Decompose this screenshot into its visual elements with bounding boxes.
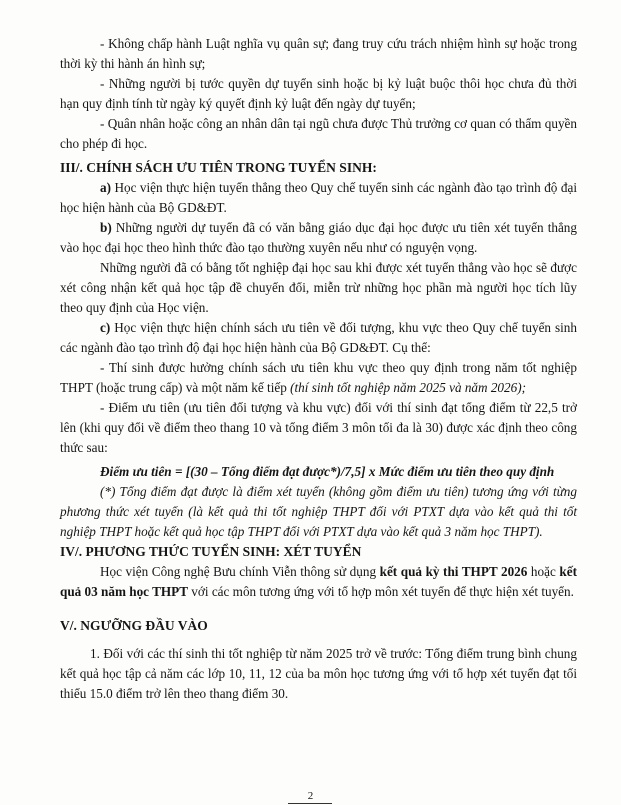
section-4-text-part2: hoặc [527,564,560,579]
section-3-item-a [60,178,577,218]
priority-formula: Điểm ưu tiên = [(30 – Tổng điểm đạt được*)/7,5] x Mức điểm ưu tiên theo quy định [100,464,555,479]
bullet-1-italic: (thí sinh tốt nghiệp năm 2025 và năm 2026); [290,380,526,395]
item-c-label: c) [100,320,111,335]
section-5-item-1: 1. Đối với các thí sinh thi tốt nghiệp từ năm 2025 trở về trước: Tổng điểm trung bình chung kết quả học tập cả năm các lớp 10, 11, 12 của ba môn học tương ứng với tổ hợp xét tuyển đạt tối thiểu 15.0 điểm trở lên theo thang điểm 30. [60,646,577,701]
section-4-text-part1: Học viện Công nghệ Bưu chính Viễn thông sử dụng [100,564,380,579]
condition-disciplined: - Những người bị tước quyền dự tuyển sinh hoặc bị kỷ luật buộc thôi học chưa đủ thời hạn quy định tính từ ngày ký quyết định kỷ luật đến ngày dự tuyển; [60,76,577,111]
section-4-bold-2: kết quả 03 năm học THPT [60,564,577,599]
section-3-bullet-1 [60,358,577,398]
section-4-text-part3: với các môn tương ứng với tổ hợp môn xét tuyển để thực hiện xét tuyển. [188,584,574,599]
section-4-bold-1: kết quả kỳ thi THPT 2026 [379,564,528,579]
item-a-label: a) [100,180,111,195]
section-3-heading: III/. CHÍNH SÁCH ƯU TIÊN TRONG TUYỂN SINH: [60,160,377,175]
section-3-item-b [60,218,577,258]
item-b-text: Những người dự tuyển đã có văn bằng giáo dục đại học được ưu tiên xét tuyển thẳng vào học đại học theo hình thức đào tạo thường xuyên nếu như có nguyện vọng. [60,220,577,255]
section-3-bullet-2: - Điểm ưu tiên (ưu tiên đối tượng và khu vực) đối với thí sinh đạt tổng điểm từ 22,5 trở lên (khi quy đổi về điểm theo thang 10 và tổng điểm 3 môn tối đa là 30) được xác định theo công thức sau: [60,400,577,455]
item-a-text: Học viện thực hiện tuyển thẳng theo Quy chế tuyển sinh các ngành đào tạo trình độ đại học hiện hành của Bộ GD&ĐT. [60,180,577,215]
section-4-text [60,562,577,602]
section-3-item-b-extra: Những người đã có bằng tốt nghiệp đại học sau khi được xét tuyển thẳng vào học sẽ được xét công nhận kết quả học tập đề chuyển đổi, miễn trừ những học phần mà người học tích lũy theo quy định của Học viện. [60,260,577,315]
bullet-1-text: - Thí sinh được hưởng chính sách ưu tiên khu vực theo quy định trong năm tốt nghiệp THPT (hoặc trung cấp) và một năm kế tiếp [60,360,577,395]
item-b-label: b) [100,220,112,235]
section-3-item-c [60,318,577,358]
section-4-heading: IV/. PHƯƠNG THỨC TUYỂN SINH: XÉT TUYỂN [60,544,362,559]
section-5-heading: V/. NGƯỠNG ĐẦU VÀO [60,618,208,633]
formula-note: (*) Tổng điểm đạt được là điểm xét tuyển (không gồm điểm ưu tiên) tương ứng với từng phương thức xét tuyển (là kết quả thi tốt nghiệp THPT đối với PTXT dựa vào kết quả thi tốt nghiệp THPT hoặc kết quả học tập THPT đối với PTXT dựa vào kết quả 3 năm học THPT). [60,484,577,539]
page-number: 2 [307,790,314,802]
condition-active-duty: - Quân nhân hoặc công an nhân dân tại ngũ chưa được Thủ trưởng cơ quan có thẩm quyền cho phép đi học. [60,116,577,151]
page-number-underline [288,803,332,804]
item-c-text: Học viện thực hiện chính sách ưu tiên về đối tượng, khu vực theo Quy chế tuyển sinh các ngành đào tạo trình độ đại học hiện hành của Bộ GD&ĐT. Cụ thể: [60,320,577,355]
condition-military: - Không chấp hành Luật nghĩa vụ quân sự; đang truy cứu trách nhiệm hình sự hoặc trong thời kỳ thi hành án hình sự; [60,36,577,71]
